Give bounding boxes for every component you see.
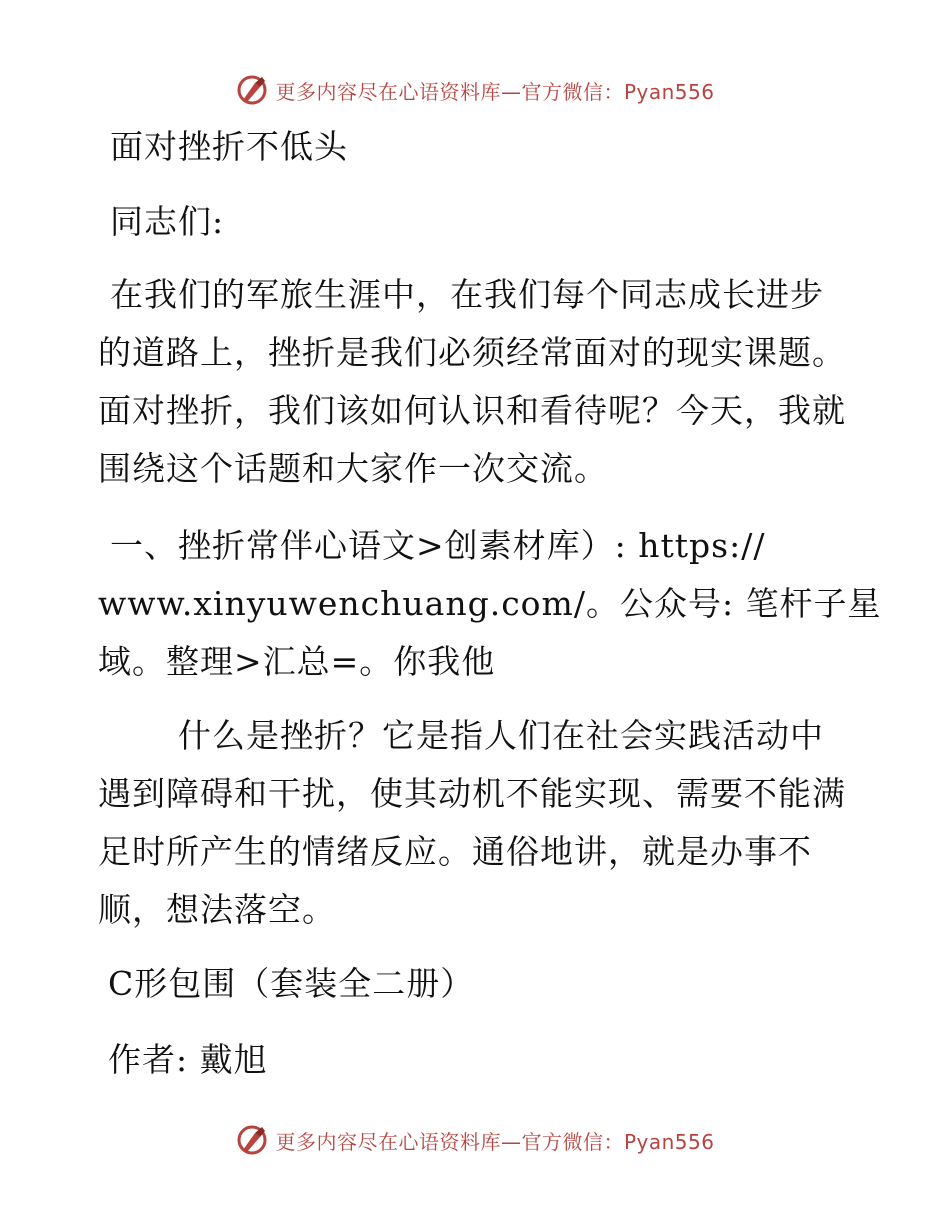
author: 作者: 戴旭 — [108, 1040, 268, 1079]
paragraph-1-line: 围绕这个话题和大家作一次交流。 — [98, 449, 608, 488]
section-1-line: www.xinyuwenchuang.com/。公众号: 笔杆子星 — [98, 584, 882, 623]
footer-banner-text: 更多内容尽在心语资料库—官方微信：Pyan556 — [275, 1129, 715, 1154]
fountain-pen-logo-icon — [235, 1123, 269, 1157]
paragraph-2-line: 什么是挫折？它是指人们在社会实践活动中 — [178, 716, 824, 755]
paragraph-2-line: 顺，想法落空。 — [98, 890, 336, 929]
fountain-pen-logo-icon — [235, 73, 269, 107]
section-1-line: 域。整理>汇总=。你我他 — [98, 642, 496, 681]
paragraph-1-line: 在我们的军旅生涯中，在我们每个同志成长进步 — [110, 275, 824, 314]
paragraph-2-line: 足时所产生的情绪反应。通俗地讲，就是办事不 — [98, 832, 812, 871]
header-banner-text: 更多内容尽在心语资料库—官方微信：Pyan556 — [275, 79, 715, 104]
paragraph-2-line: 遇到障碍和干扰，使其动机不能实现、需要不能满 — [98, 774, 846, 813]
paragraph-1-line: 面对挫折，我们该如何认识和看待呢？今天，我就 — [98, 391, 846, 430]
paragraph-1-line: 的道路上，挫折是我们必须经常面对的现实课题。 — [98, 333, 846, 372]
section-1-line: 一、挫折常伴心语文>创素材库）: https:// — [110, 526, 766, 565]
book-title: C形包围（套装全二册） — [108, 964, 475, 1003]
salutation: 同志们: — [110, 202, 225, 241]
document-title: 面对挫折不低头 — [110, 127, 348, 166]
header-banner — [0, 70, 950, 110]
footer-banner — [0, 1120, 950, 1160]
